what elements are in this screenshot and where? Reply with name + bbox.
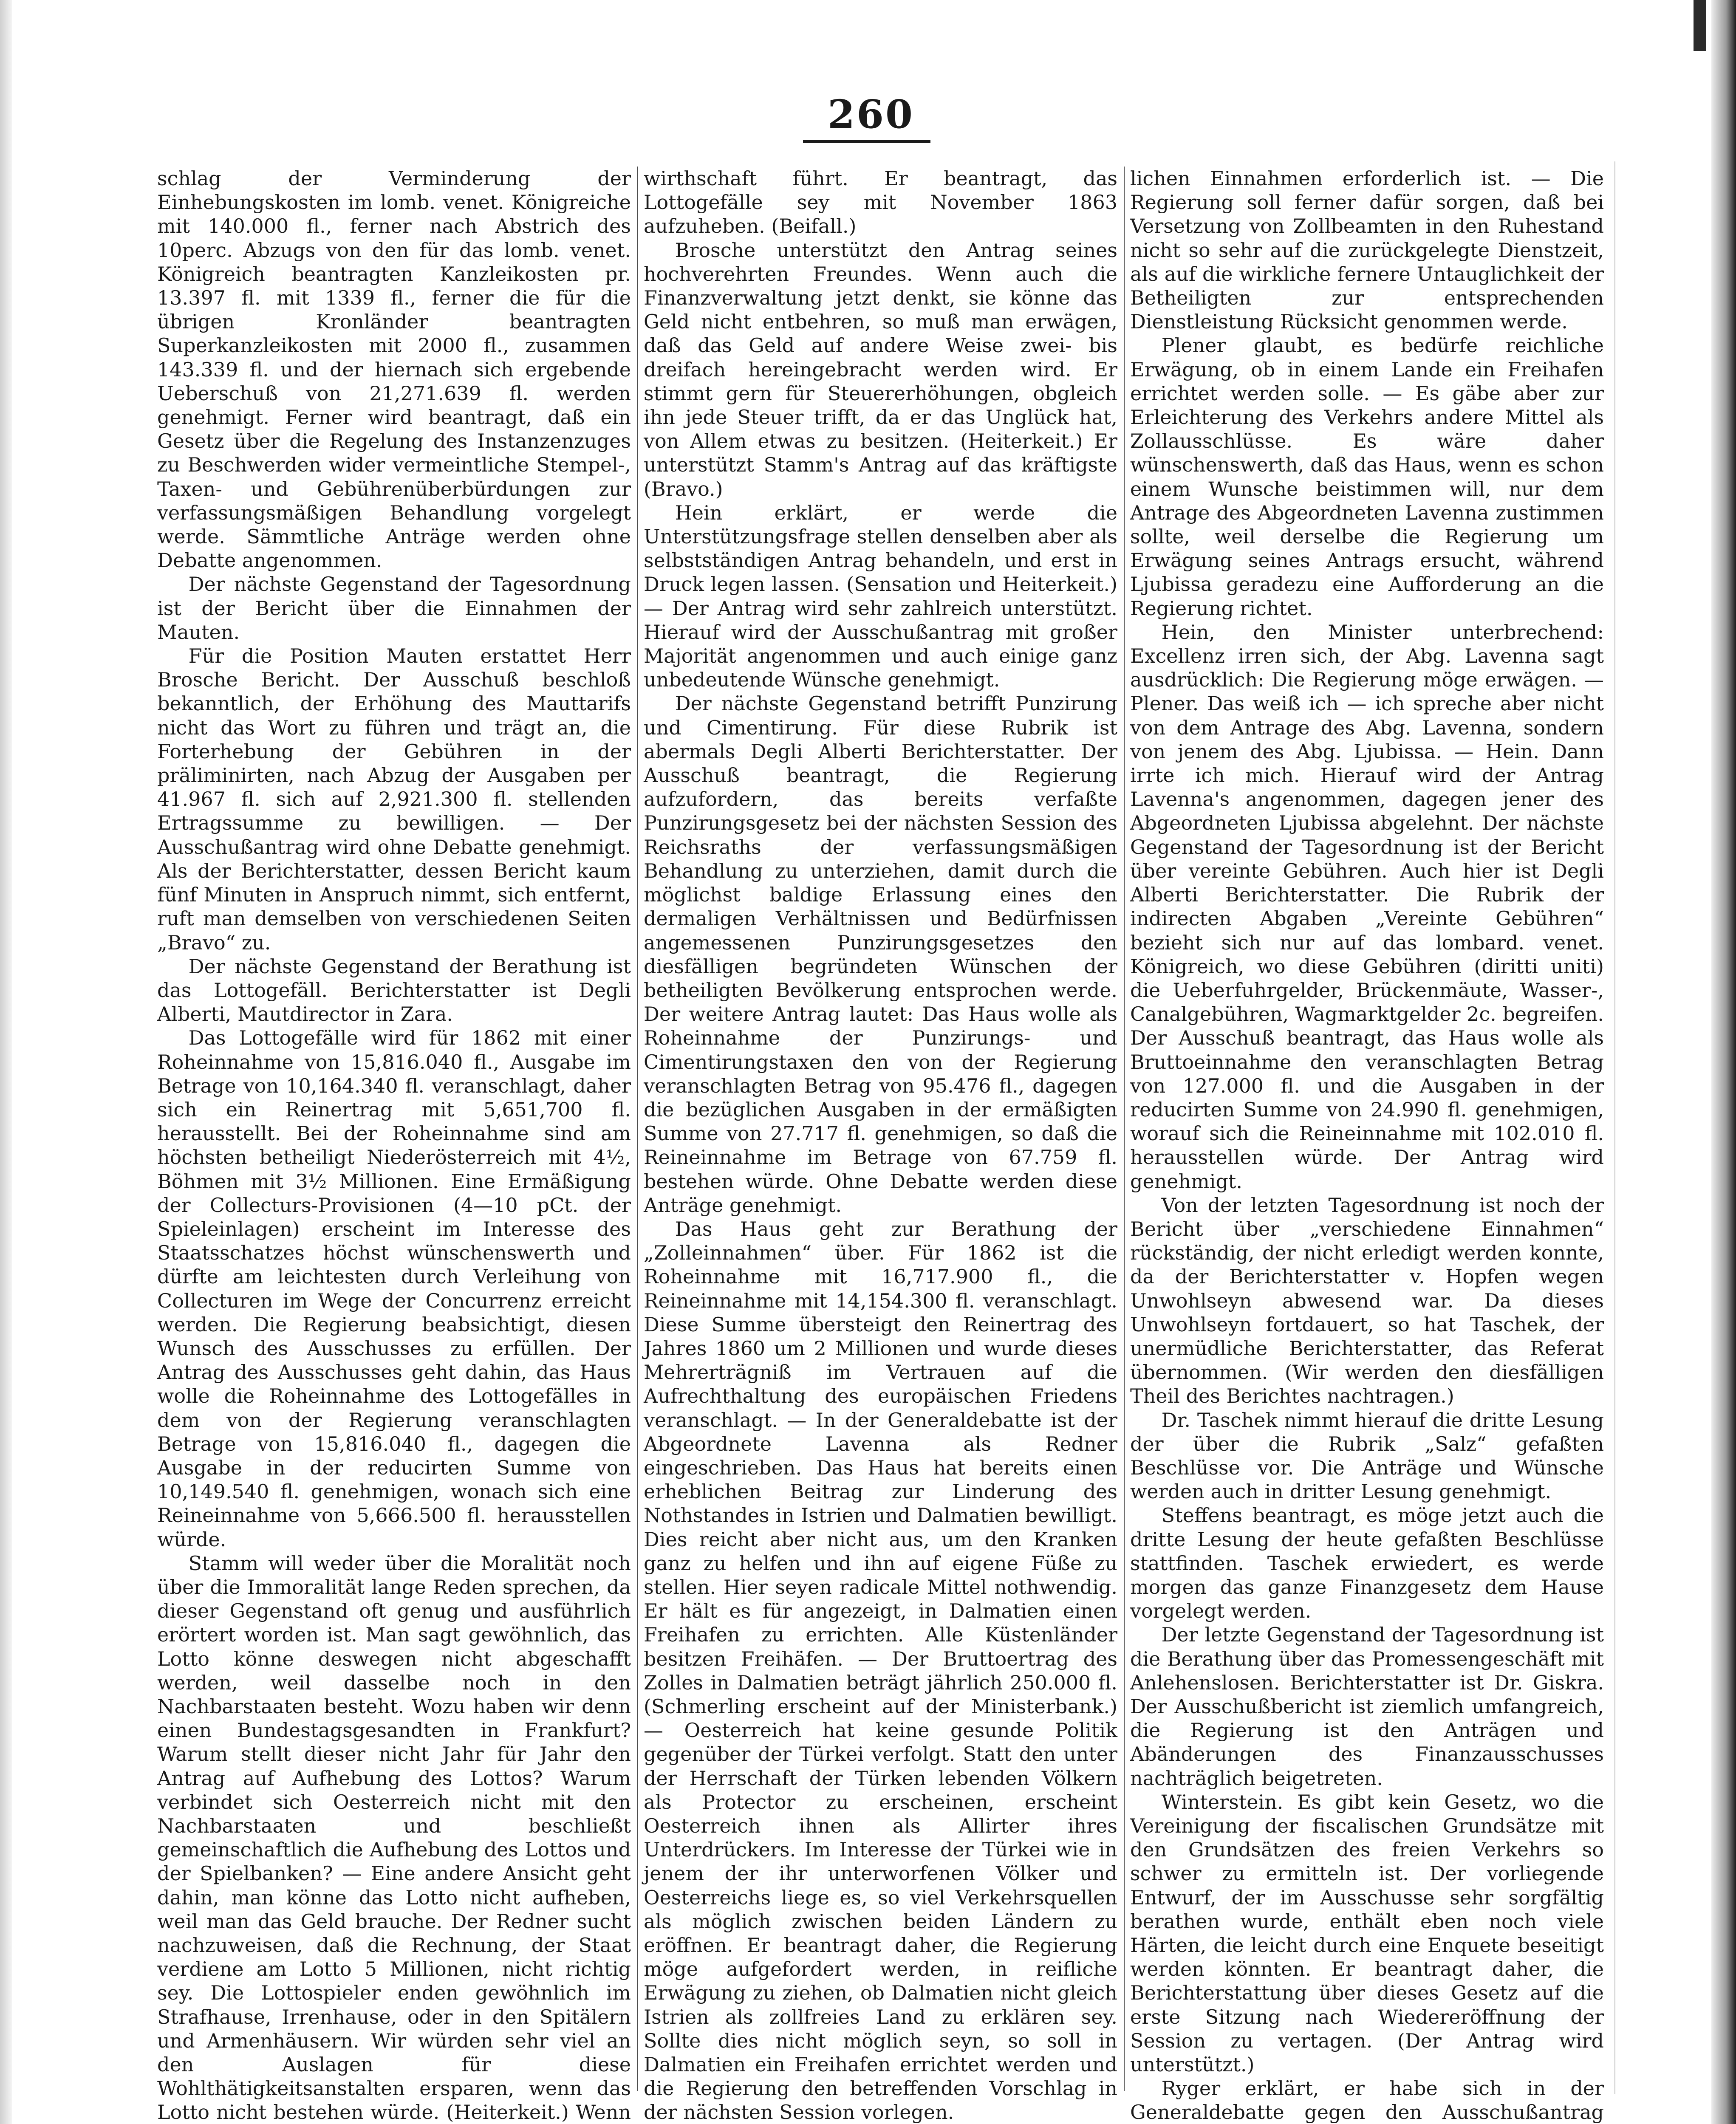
paragraph: Für die Position Mauten erstattet Herr Brosche Bericht. Der Ausschuß beschloß bekanntlich, der Erhöhung des Mauttarifs nicht das Wort zu führen und trägt an, die Forterhebung der Gebühren in der präliminirten, nach Abzug der Ausgaben per 41.967 fl. sich auf 2,921.300 fl. stellenden Ertragssumme zu bewilligen. — Der Ausschußantrag wird ohne Debatte genehmigt. Als der Berichterstatter, dessen Bericht kaum fünf Minuten in Anspruch nimmt, sich entfernt, ruft man demselben von verschiedenen Seiten „Bravo“ zu.: [157, 644, 631, 954]
paragraph: lichen Einnahmen erforderlich ist. — Die Regierung soll ferner dafür sorgen, daß bei Versetzung von Zollbeamten in den Ruhestand nicht so sehr auf die zurückgelegte Dienstzeit, als auf die wirkliche fernere Untauglichkeit der Betheiligten zur entsprechenden Dienstleistung Rücksicht genommen werde.: [1130, 167, 1604, 333]
header-rule: [803, 140, 930, 143]
paragraph: Plener glaubt, es bedürfe reichliche Erwägung, ob in einem Lande ein Freihafen errichtet werden solle. — Es gäbe aber zur Erleichterung des Verkehrs andere Mittel als Zollausschlüsse. Es wäre daher wünschenswerth, daß das Haus, wenn es schon einem Wunsche beistimmen will, nur dem Antrage des Abgeordneten Lavenna zustimmen sollte, weil derselbe die Regierung um Erwägung seines Antrags ersucht, während Ljubissa geradezu eine Aufforderung an die Regierung richtet.: [1130, 334, 1604, 620]
paragraph: schlag der Verminderung der Einhebungskosten im lomb. venet. Königreiche mit 140.000 fl., ferner nach Abstrich des 10perc. Abzugs von den für das lomb. venet. Königreich beantragten Kanzleikosten pr. 13.397 fl. mit 1339 fl., ferner die für die übrigen Kronländer beantragten Superkanzleikosten mit 2000 fl., zusammen 143.339 fl. und der hiernach sich ergebende Ueberschuß von 21,271.639 fl. werden genehmigt. Ferner wird beantragt, daß ein Gesetz über die Regelung des Instanzenzuges zu Beschwerden wider vermeintliche Stempel-, Taxen- und Gebührenüberbürdungen zur verfassungsmäßigen Behandlung vorgelegt werde. Sämmtliche Anträge werden ohne Debatte angenommen.: [157, 167, 631, 572]
paragraph: Steffens beantragt, es möge jetzt auch die dritte Lesung der heute gefaßten Beschlüsse stattfinden. Taschek erwiedert, es werde morgen das ganze Finanzgesetz dem Hause vorgelegt werden.: [1130, 1504, 1604, 1623]
column-divider: [1124, 167, 1125, 2091]
paragraph: Hein, den Minister unterbrechend: Excellenz irren sich, der Abg. Lavenna sagt ausdrücklich: Die Regierung möge erwägen. — Plener. Das weiß ich — ich spreche aber nicht von dem Antrage des Abg. Lavenna, sondern von jenem des Abg. Ljubissa. — Hein. Dann irrte ich mich. Hierauf wird der Antrag Lavenna's angenommen, dagegen jener des Abgeordneten Ljubissa abgelehnt. Der nächste Gegenstand der Tagesordnung ist der Bericht über vereinte Gebühren. Auch hier ist Degli Alberti Berichterstatter. Die Rubrik der indirecten Abgaben „Vereinte Gebühren“ bezieht sich nur auf das lombard. venet. Königreich, wo diese Gebühren (diritti uniti) die Ueberfuhrgelder, Brückenmäute, Wasser-, Canalgebühren, Wagmarktgelder 2c. begreifen. Der Ausschuß beantragt, das Haus wolle als Bruttoeinnahme den veranschlagten Betrag von 127.000 fl. und die Ausgaben in der reducirten Summe von 24.990 fl. genehmigen, worauf sich die Reineinnahme mit 102.010 fl. herausstellen würde. Der Antrag wird genehmigt.: [1130, 620, 1604, 1193]
paragraph: wirthschaft führt. Er beantragt, das Lottogefälle sey mit November 1863 aufzuheben. (Beifall.): [644, 167, 1117, 238]
text-column-3: [1130, 167, 1604, 2124]
scan-edge-right: [1711, 0, 1736, 2124]
column-divider: [637, 167, 638, 2091]
scan-corner-mark: [1694, 0, 1706, 51]
paragraph: Stamm will weder über die Moralität noch über die Immoralität lange Reden sprechen, da dieser Gegenstand oft genug und ausführlich erörtert worden ist. Man sagt gewöhnlich, das Lotto könne deswegen nicht abgeschafft werden, weil dasselbe noch in den Nachbarstaaten besteht. Wozu haben wir denn einen Bundestagsgesandten in Frankfurt? Warum stellt dieser nicht Jahr für Jahr den Antrag auf Aufhebung des Lottos? Warum verbindet sich Oesterreich nicht mit den Nachbarstaaten und beschließt gemeinschaftlich die Aufhebung des Lottos und der Spielbanken? — Eine andere Ansicht geht dahin, man könne das Lotto nicht aufheben, weil man das Geld brauche. Der Redner sucht nachzuweisen, daß die Rechnung, der Staat verdiene am Lotto 5 Millionen, nicht richtig sey. Die Lottospieler enden gewöhnlich im Strafhause, Irrenhause, oder in den Spitälern und Armenhäusern. Wir würden sehr viel an den Auslagen für diese Wohlthätigkeitsanstalten ersparen, wenn das Lotto nicht bestehen würde. (Heiterkeit.) Wenn: [157, 1551, 631, 2124]
paragraph: Ryger erklärt, er habe sich in der Generaldebatte gegen den Ausschußantrag: [1130, 2077, 1604, 2124]
scan-edge-left: [0, 0, 12, 2124]
text-column-1: [157, 167, 631, 2124]
paragraph: Winterstein. Es gibt kein Gesetz, wo die Vereinigung der fiscalischen Grundsätze mit den Grundsätzen des freien Verkehrs so schwer zu ermitteln ist. Der vorliegende Entwurf, der im Ausschusse sehr sorgfältig berathen wurde, enthält eben noch viele Härten, die leicht durch eine Enquete beseitigt werden könnten. Er beantragt daher, die Berichterstattung über dieses Gesetz auf die erste Sitzung nach Wiedereröffnung der Session zu vertagen. (Der Antrag wird unterstützt.): [1130, 1790, 1604, 2076]
paragraph: Dr. Taschek nimmt hierauf die dritte Lesung der über die Rubrik „Salz“ gefaßten Beschlüsse vor. Die Anträge und Wünsche werden auch in dritter Lesung genehmigt.: [1130, 1408, 1604, 1503]
paragraph: Das Haus geht zur Berathung der „Zolleinnahmen“ über. Für 1862 ist die Roheinnahme mit 16,717.900 fl., die Reineinnahme mit 14,154.300 fl. veranschlagt. Diese Summe übersteigt den Reinertrag des Jahres 1860 um 2 Millionen und wurde dieses Mehrerträgniß im Vertrauen auf die Aufrechthaltung des europäischen Friedens veranschlagt. — In der Generaldebatte ist der Abgeordnete Lavenna als Redner eingeschrieben. Das Haus hat bereits einen erheblichen Beitrag zur Linderung des Nothstandes in Istrien und Dalmatien bewilligt. Dies reicht aber nicht aus, um den Kranken ganz zu helfen und ihn auf eigene Füße zu stellen. Hier seyen radicale Mittel nothwendig. Er hält es für angezeigt, in Dalmatien einen Freihafen zu errichten. Alle Küstenländer besitzen Freihäfen. — Der Bruttoertrag des Zolles in Dalmatien beträgt jährlich 250.000 fl. (Schmerling erscheint auf der Ministerbank.) — Oesterreich hat keine gesunde Politik gegenüber der Türkei verfolgt. Statt den unter der Herrschaft der Türken lebenden Völkern als Protector zu erscheinen, erscheint Oesterreich ihnen als Allirter ihres Unterdrückers. Im Interesse der Türkei wie in jenem der ihr unterworfenen Völker und Oesterreichs liege es, so viel Verkehrsquellen als möglich zwischen beiden Ländern zu eröffnen. Er beantragt daher, die Regierung möge aufgefordert werden, in reifliche Erwägung zu ziehen, ob Dalmatien nicht gleich Istrien als zollfreies Land zu erklären sey. Sollte dies nicht möglich seyn, so soll in Dalmatien ein Freihafen errichtet werden und die Regierung den betreffenden Vorschlag in der nächsten Session vorlegen.: [644, 1217, 1117, 2124]
paragraph: Brosche unterstützt den Antrag seines hochverehrten Freundes. Wenn auch die Finanzverwaltung jetzt denkt, sie könne das Geld nicht entbehren, so muß man erwägen, daß das Geld auf andere Weise zwei- bis dreifach hereingebracht werden wird. Er stimmt gern für Steuererhöhungen, obgleich ihn jede Steuer trifft, da er das Unglück hat, von Allem etwas zu besitzen. (Heiterkeit.) Er unterstützt Stamm's Antrag auf das kräftigste (Bravo.): [644, 238, 1117, 500]
paragraph: Der nächste Gegenstand der Tagesordnung ist der Bericht über die Einnahmen der Mauten.: [157, 573, 631, 644]
paragraph: Von der letzten Tagesordnung ist noch der Bericht über „verschiedene Einnahmen“ rückständig, der nicht erledigt werden konnte, da der Berichterstatter v. Hopfen wegen Unwohlseyn abwesend war. Da dieses Unwohlseyn fortdauert, so hat Taschek, der unermüdliche Berichterstatter, das Referat übernommen. (Wir werden den diesfälligen Theil des Berichtes nachtragen.): [1130, 1193, 1604, 1408]
page-number: 260: [827, 91, 915, 137]
paragraph: Der nächste Gegenstand betrifft Punzirung und Cimentirung. Für diese Rubrik ist abermals Degli Alberti Berichterstatter. Der Ausschuß beantragt, die Regierung aufzufordern, das bereits verfaßte Punzirungsgesetz bei der nächsten Session des Reichsraths der verfassungsmäßigen Behandlung zu unterziehen, damit durch die möglichst baldige Erlassung eines den dermaligen Verhältnissen und Bedürfnissen angemessenen Punzirungsgesetzes den diesfälligen begründeten Wünschen der betheiligten Bevölkerung entsprochen werde. Der weitere Antrag lautet: Das Haus wolle als Roheinnahme der Punzirungs- und Cimentirungstaxen den von der Regierung veranschlagten Betrag von 95.476 fl., dagegen die bezüglichen Ausgaben in der ermäßigten Summe von 27.717 fl. genehmigen, so daß die Reineinnahme im Betrage von 67.759 fl. bestehen würde. Ohne Debatte werden diese Anträge genehmigt.: [644, 692, 1117, 1217]
paragraph: Hein erklärt, er werde die Unterstützungsfrage stellen denselben aber als selbstständigen Antrag behandeln, und erst in Druck legen lassen. (Sensation und Heiterkeit.) — Der Antrag wird sehr zahlreich unterstützt. Hierauf wird der Ausschußantrag mit großer Majorität angenommen und auch einige ganz unbedeutende Wünsche genehmigt.: [644, 501, 1117, 692]
paragraph: Der nächste Gegenstand der Berathung ist das Lottogefäll. Berichterstatter ist Degli Alberti, Mautdirector in Zara.: [157, 955, 631, 1026]
text-column-2: [644, 167, 1117, 2124]
paragraph: Das Lottogefälle wird für 1862 mit einer Roheinnahme von 15,816.040 fl., Ausgabe im Betrage von 10,164.340 fl. veranschlagt, daher sich ein Reinertrag mit 5,651,700 fl. herausstellt. Bei der Roheinnahme sind am höchsten betheiligt Niederösterreich mit 4½, Böhmen mit 3½ Millionen. Eine Ermäßigung der Collecturs-Provisionen (4—10 pCt. der Spieleinlagen) erscheint im Interesse des Staatsschatzes höchst wünschenswerth und dürfte am leichtesten durch Verleihung von Collecturen im Wege der Concurrenz erreicht werden. Die Regierung beabsichtigt, diesen Wunsch des Ausschusses zu erfüllen. Der Antrag des Ausschusses geht dahin, das Haus wolle die Roheinnahme des Lottogefälles in dem von der Regierung veranschlagten Betrage von 15,816.040 fl., dagegen die Ausgabe in der reducirten Summe von 10,149.540 fl. genehmigen, wonach sich eine Reineinnahme von 5,666.500 fl. herausstellen würde.: [157, 1026, 631, 1551]
paragraph: Der letzte Gegenstand der Tagesordnung ist die Berathung über das Promessengeschäft mit Anlehenslosen. Berichterstatter ist Dr. Giskra. Der Ausschußbericht ist ziemlich umfangreich, die Regierung ist den Anträgen und Abänderungen des Finanzausschusses nachträglich beigetreten.: [1130, 1623, 1604, 1790]
